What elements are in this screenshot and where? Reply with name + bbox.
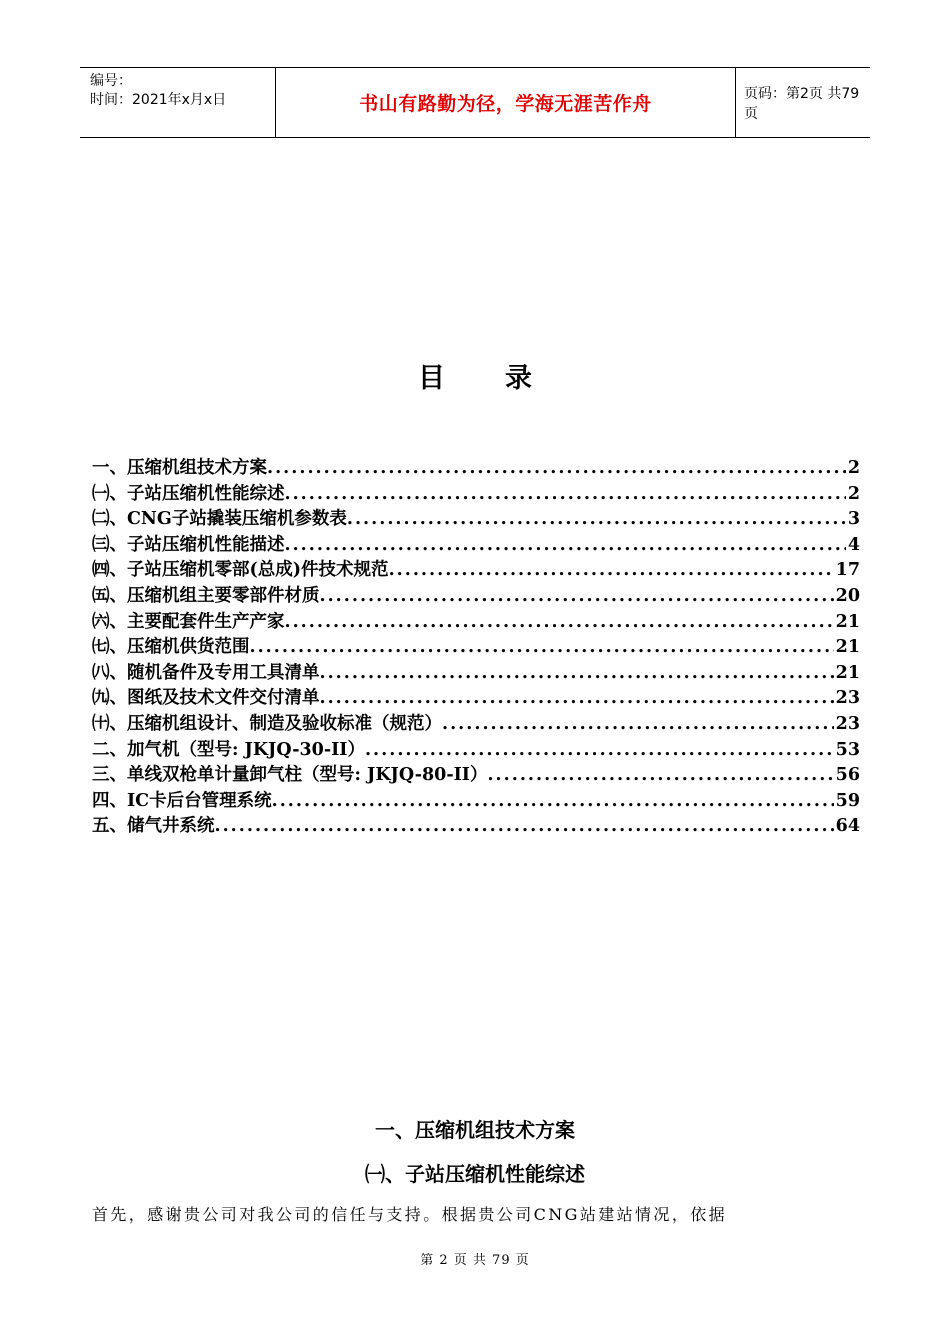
toc-entry-title: 四、IC卡后台管理系统 [92, 790, 272, 811]
table-of-contents [92, 456, 860, 840]
toc-entry[interactable] [92, 584, 860, 610]
toc-dot-leader [320, 661, 834, 687]
page-header [80, 67, 870, 138]
toc-entry-title: ㈡、CNG子站撬装压缩机参数表 [92, 509, 347, 530]
toc-entry-title: ㈢、子站压缩机性能描述 [92, 534, 285, 555]
toc-entry[interactable] [92, 558, 860, 584]
toc-entry-title: ㈨、图纸及技术文件交付清单 [92, 688, 320, 709]
toc-entry-page: 2 [847, 458, 860, 478]
toc-dot-leader [250, 635, 834, 661]
toc-entry[interactable] [92, 712, 860, 738]
toc-dot-leader [320, 686, 834, 712]
toc-entry-title: 五、储气井系统 [92, 816, 215, 837]
toc-entry[interactable] [92, 789, 860, 815]
toc-entry-title: ㈩、压缩机组设计、制造及验收标准（规范） [92, 713, 442, 734]
toc-dot-leader [365, 738, 834, 764]
toc-entry-page: 17 [835, 560, 860, 581]
toc-dot-leader [487, 763, 833, 789]
toc-entry-page: 20 [835, 585, 860, 606]
page-footer: 第 2 页 共 79 页 [420, 1253, 530, 1268]
toc-entry[interactable] [92, 507, 860, 533]
toc-entry-page: 64 [835, 816, 860, 837]
toc-dot-leader [285, 610, 834, 636]
toc-entry[interactable] [92, 686, 860, 712]
toc-dot-leader [285, 482, 846, 508]
toc-dot-leader [389, 558, 834, 584]
toc-dot-leader [215, 814, 834, 840]
toc-entry[interactable] [92, 738, 860, 764]
toc-entry-page: 23 [835, 713, 860, 734]
toc-entry-page: 23 [835, 688, 860, 709]
toc-entry-page: 21 [835, 662, 860, 683]
toc-dot-leader [442, 712, 834, 738]
toc-entry-page: 4 [847, 534, 860, 555]
toc-entry-title: ㈧、随机备件及专用工具清单 [92, 662, 320, 683]
toc-entry[interactable] [92, 763, 860, 789]
toc-entry-page: 59 [835, 790, 860, 811]
header-motto: 书山有路勤为径，学海无涯苦作舟 [276, 68, 736, 137]
toc-entry-title: ㈥、主要配套件生产产家 [92, 611, 285, 632]
toc-entry-page: 2 [847, 483, 860, 504]
toc-entry[interactable] [92, 610, 860, 636]
toc-entry-page: 3 [847, 509, 860, 530]
toc-entry-page: 21 [835, 637, 860, 658]
toc-entry-title: 三、单线双枪单计量卸气柱（型号: JKJQ-80-II） [92, 765, 488, 786]
document-date: 时间：2021年x月x日 [90, 92, 227, 108]
toc-entry-title: 一、压缩机组技术方案 [92, 458, 267, 478]
toc-entry-page: 56 [835, 765, 860, 786]
toc-entry-title: ㈦、压缩机供货范围 [92, 637, 250, 658]
toc-dot-leader [267, 456, 846, 482]
toc-entry-title: ㈠、子站压缩机性能综述 [92, 483, 285, 504]
toc-entry[interactable] [92, 533, 860, 559]
toc-entry-page: 53 [835, 739, 860, 760]
toc-entry[interactable] [92, 482, 860, 508]
section-title: 一、压缩机组技术方案 [375, 1118, 575, 1142]
toc-entry-title: 二、加气机（型号: JKJQ-30-II） [92, 739, 365, 760]
header-meta [80, 68, 276, 137]
toc-title: 目录 [418, 363, 592, 394]
toc-dot-leader [320, 584, 834, 610]
header-page-info: 页码：第2页 共79页 [744, 85, 860, 122]
subsection-title: ㈠、子站压缩机性能综述 [365, 1162, 585, 1186]
document-number-label: 编号： [90, 73, 132, 89]
toc-entry-title: ㈤、压缩机组主要零部件材质 [92, 585, 320, 606]
toc-dot-leader [285, 533, 846, 559]
toc-entry[interactable] [92, 456, 860, 482]
toc-entry[interactable] [92, 661, 860, 687]
toc-entry-title: ㈣、子站压缩机零部(总成)件技术规范 [92, 560, 389, 581]
toc-dot-leader [272, 789, 834, 815]
toc-entry[interactable] [92, 814, 860, 840]
toc-entry-page: 21 [835, 611, 860, 632]
body-paragraph: 首先，感谢贵公司对我公司的信任与支持。根据贵公司CNG站建站情况，依据 [92, 1205, 728, 1224]
toc-dot-leader [347, 507, 846, 533]
toc-entry[interactable] [92, 635, 860, 661]
